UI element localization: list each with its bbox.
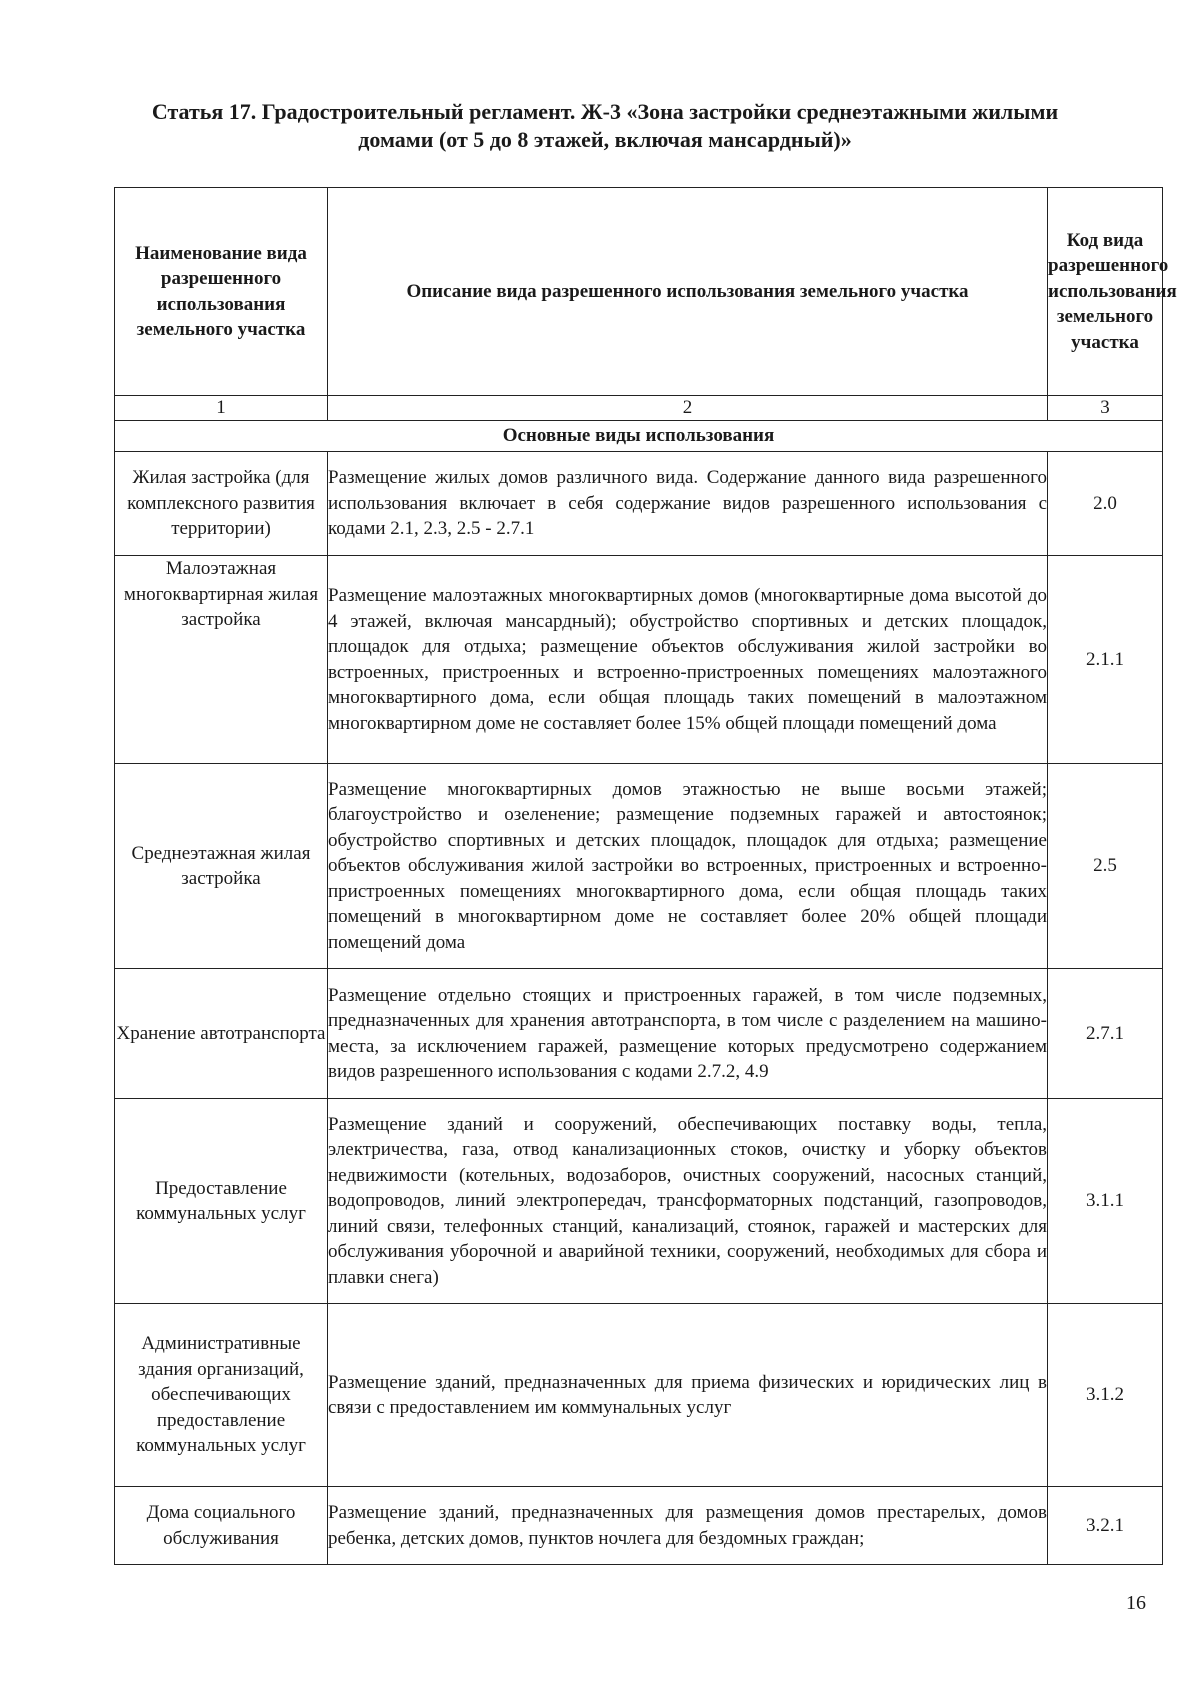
section-row xyxy=(115,421,1163,452)
row-code: 2.5 xyxy=(1048,764,1163,969)
row-code: 2.1.1 xyxy=(1048,556,1163,764)
row-description: Размещение зданий, предназначенных для размещения домов престарелых, домов ребенка, детских домов, пунктов ночлега для бездомных граждан; xyxy=(328,1487,1048,1565)
row-code: 2.7.1 xyxy=(1048,969,1163,1099)
table-row xyxy=(115,1304,1163,1487)
table-row xyxy=(115,452,1163,556)
row-name: Предоставление коммунальных услуг xyxy=(115,1099,328,1304)
row-name: Административные здания организаций, обеспечивающих предоставление коммунальных услуг xyxy=(115,1304,328,1487)
row-code: 2.0 xyxy=(1048,452,1163,556)
row-description: Размещение малоэтажных многоквартирных домов (многоквартирные дома высотой до 4 этажей, включая мансардный); обустройство спортивных и детских площадок, площадок для отдыха; размещение объектов обслуживания жилой застройки во встроенных, пристроенных и встроенно-пристроенных помещениях малоэтажного многоквартирного дома, если общая площадь таких помещений в малоэтажном многоквартирном доме не составляет более 15% общей площади помещений дома xyxy=(328,556,1048,764)
table-row xyxy=(115,969,1163,1099)
row-description: Размещение зданий и сооружений, обеспечивающих поставку воды, тепла, электричества, газа, отвод канализационных стоков, очистку и уборку объектов недвижимости (котельных, водозаборов, очистных сооружений, насосных станций, водопроводов, линий электропередач, трансформаторных подстанций, газопроводов, линий связи, телефонных станций, канализаций, стоянок, гаражей и мастерских для обслуживания уборочной и аварийной техники, сооружений, необходимых для сбора и плавки снега) xyxy=(328,1099,1048,1304)
row-description: Размещение зданий, предназначенных для приема физических и юридических лиц в связи с предоставлением им коммунальных услуг xyxy=(328,1304,1048,1487)
row-name: Хранение автотранспорта xyxy=(115,969,328,1099)
row-name: Малоэтажная многоквартирная жилая застройка xyxy=(115,556,328,764)
header-description: Описание вида разрешенного использования земельного участка xyxy=(328,188,1048,396)
row-name: Среднеэтажная жилая застройка xyxy=(115,764,328,969)
row-code: 3.1.2 xyxy=(1048,1304,1163,1487)
column-number-2: 2 xyxy=(328,396,1048,421)
column-number-row xyxy=(115,396,1163,421)
page-number: 16 xyxy=(1126,1592,1146,1614)
column-number-1: 1 xyxy=(115,396,328,421)
page-title-line-2: домами (от 5 до 8 этажей, включая мансардный)» xyxy=(358,127,852,152)
row-name: Дома социального обслуживания xyxy=(115,1487,328,1565)
row-description: Размещение многоквартирных домов этажностью не выше восьми этажей; благоустройство и озеленение; размещение подземных гаражей и автостоянок; обустройство спортивных и детских площадок, площадок для отдыха; размещение объектов обслуживания жилой застройки во встроенных, пристроенных и встроенно-пристроенных помещениях многоквартирного дома, если общая площадь таких помещений в многоквартирном доме не составляет более 20% общей площади помещений дома xyxy=(328,764,1048,969)
row-description: Размещение отдельно стоящих и пристроенных гаражей, в том числе подземных, предназначенных для хранения автотранспорта, в том числе с разделением на машино-места, за исключением гаражей, размещение которых предусмотрено содержанием видов разрешенного использования с кодами 2.7.2, 4.9 xyxy=(328,969,1048,1099)
row-code: 3.1.1 xyxy=(1048,1099,1163,1304)
section-title: Основные виды использования xyxy=(115,421,1163,452)
page-title-line-1: Статья 17. Градостроительный регламент. Ж-3 «Зона застройки среднеэтажными жилыми xyxy=(151,99,1059,124)
row-description: Размещение жилых домов различного вида. Содержание данного вида разрешенного использования включает в себя содержание видов разрешенного использования с кодами 2.1, 2.3, 2.5 - 2.7.1 xyxy=(328,452,1048,556)
table-header-row xyxy=(115,188,1163,396)
row-code: 3.2.1 xyxy=(1048,1487,1163,1565)
column-number-3: 3 xyxy=(1048,396,1163,421)
table-row xyxy=(115,1487,1163,1565)
header-code: Код вида разрешенного использования земельного участка xyxy=(1048,188,1163,396)
table-row xyxy=(115,1099,1163,1304)
header-name: Наименование вида разрешенного использования земельного участка xyxy=(115,188,328,396)
row-name: Жилая застройка (для комплексного развития территории) xyxy=(115,452,328,556)
regulation-table xyxy=(114,187,1177,1565)
page-title xyxy=(110,98,1100,154)
table-row xyxy=(115,764,1163,969)
table-row xyxy=(115,556,1163,764)
